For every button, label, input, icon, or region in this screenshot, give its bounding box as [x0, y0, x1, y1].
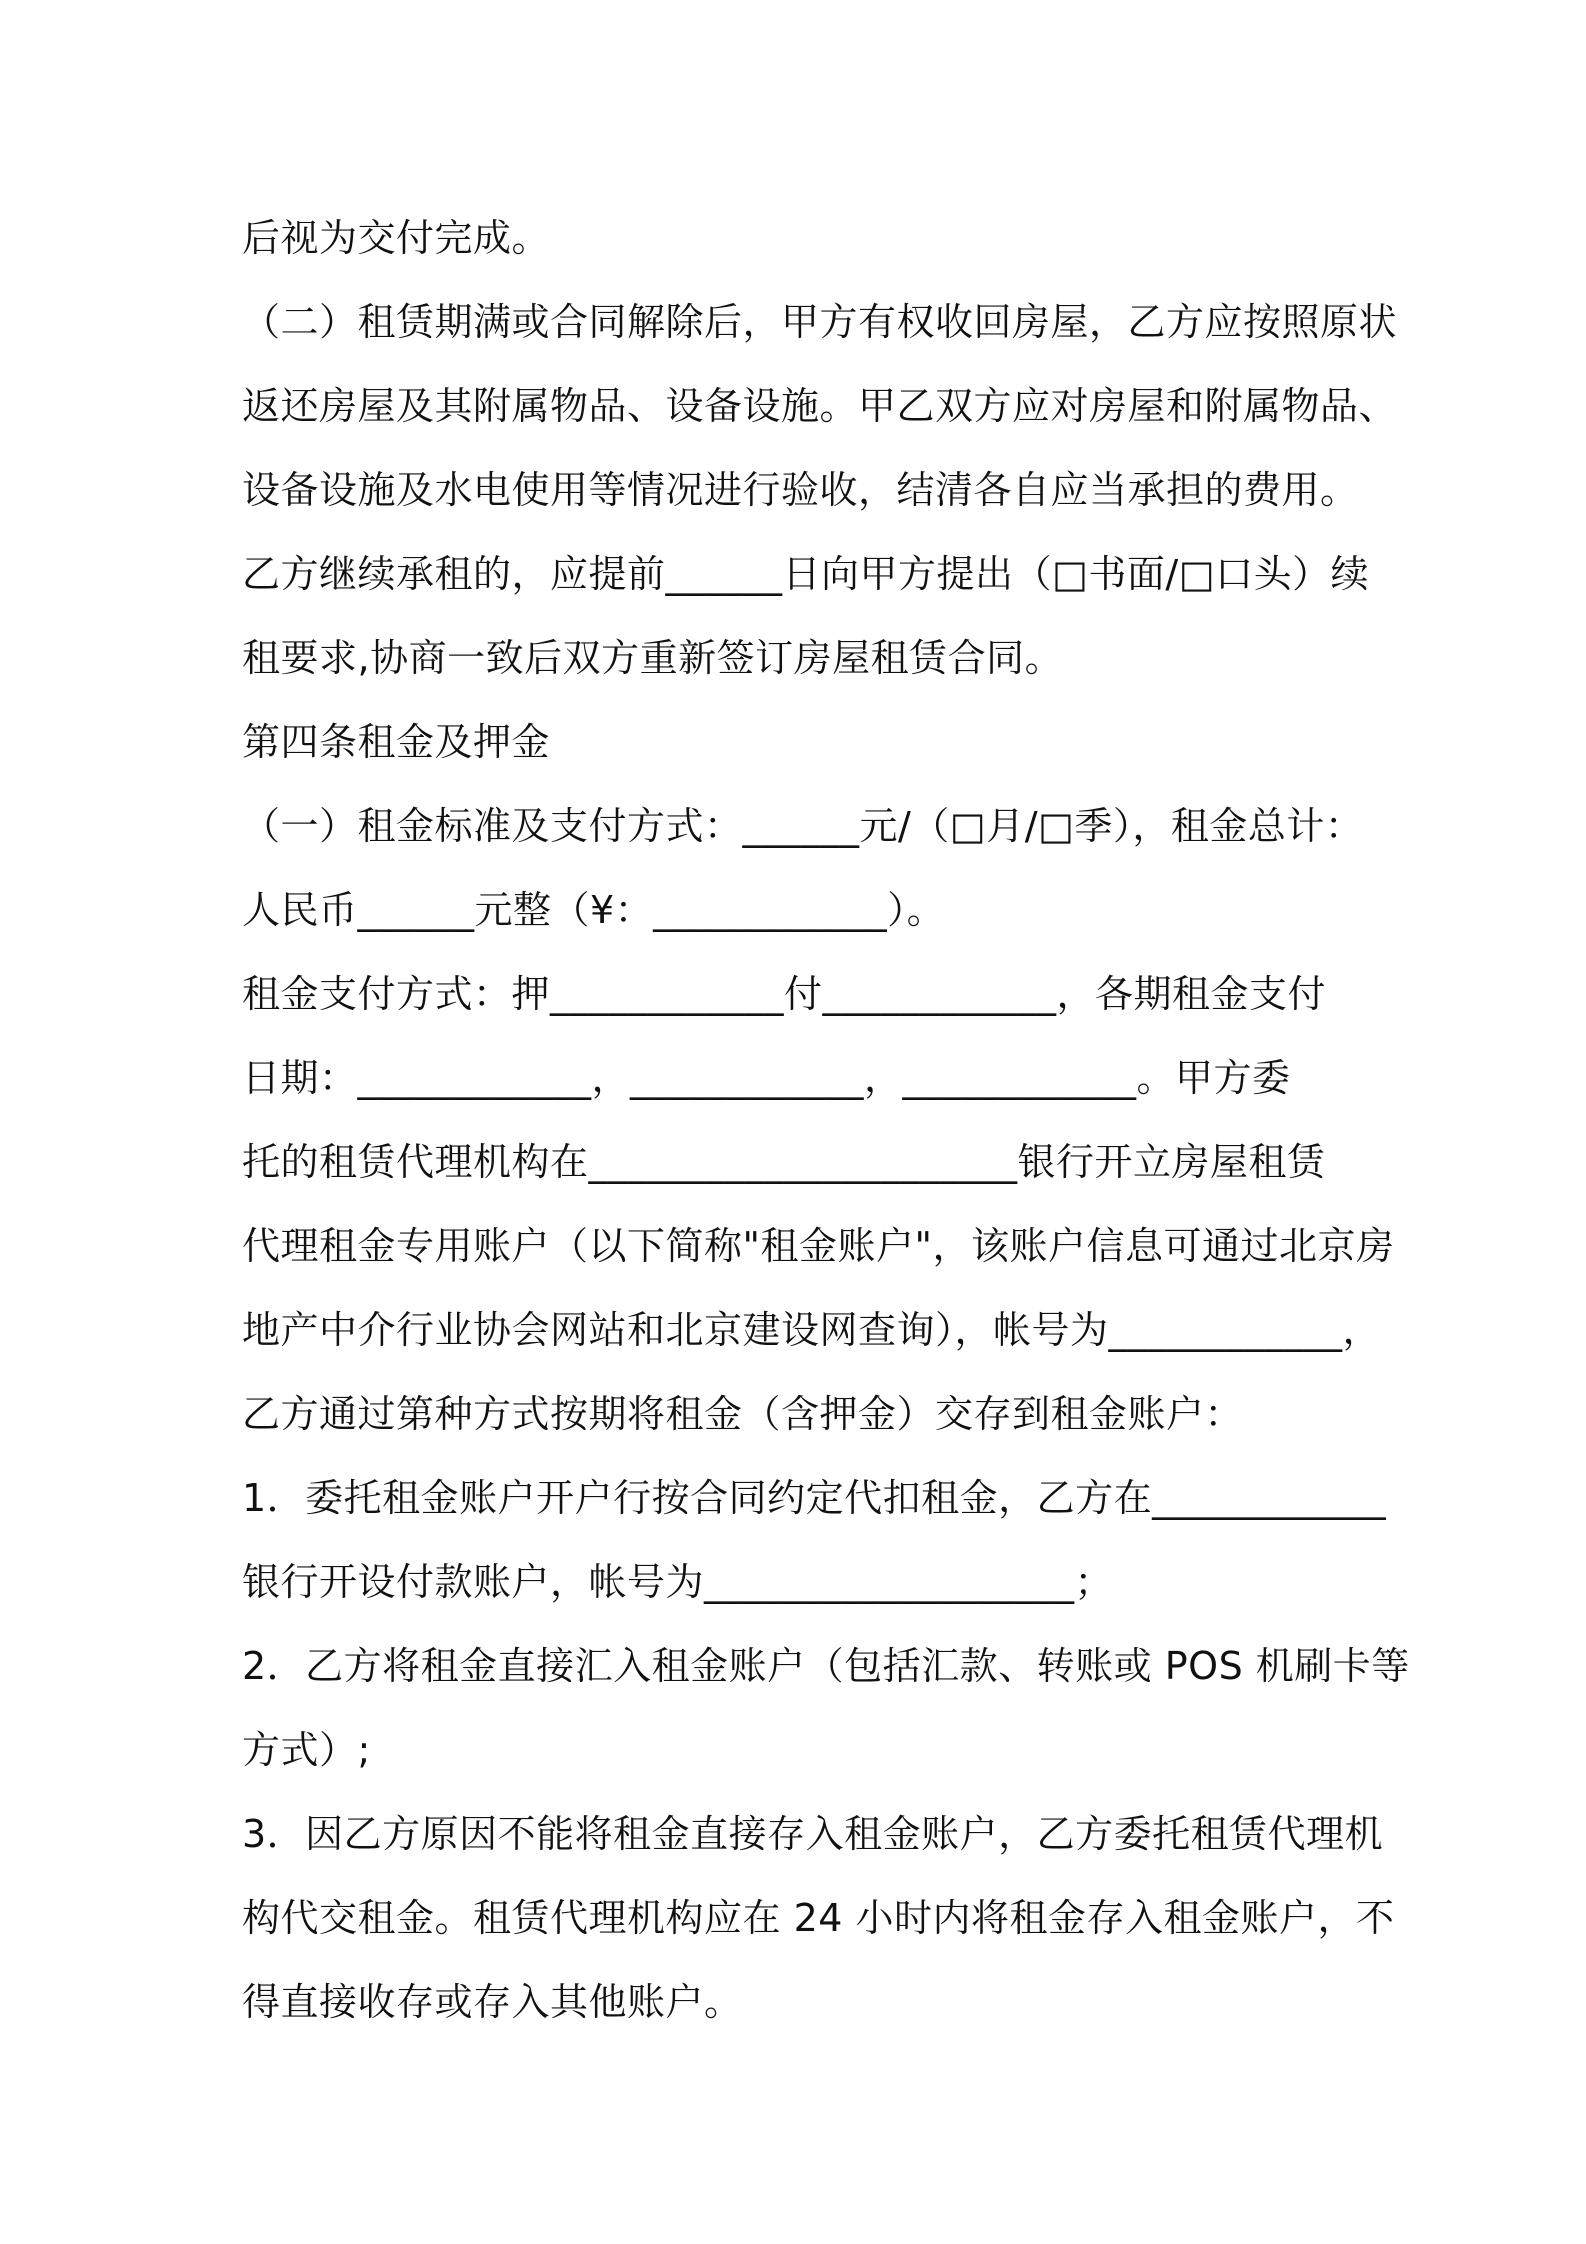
text-line: 乙方继续承租的，应提前______日向甲方提出（□书面/□口头）续	[242, 552, 1370, 596]
text-line: 1．委托租金账户开户行按合同约定代扣租金，乙方在____________	[242, 1476, 1387, 1520]
text-line: 乙方通过第种方式按期将租金（含押金）交存到租金账户：	[242, 1392, 1244, 1436]
text-line: （二）租赁期满或合同解除后，甲方有权收回房屋，乙方应按照原状	[242, 300, 1398, 344]
text-line: 代理租金专用账户（以下简称"租金账户"，该账户信息可通过北京房	[242, 1224, 1395, 1268]
text-line: 设备设施及水电使用等情况进行验收，结清各自应当承担的费用。	[242, 468, 1359, 512]
text-line: 后视为交付完成。	[242, 216, 551, 260]
text-line: 返还房屋及其附属物品、设备设施。甲乙双方应对房屋和附属物品、	[242, 384, 1398, 428]
text-line: 构代交租金。租赁代理机构应在 24 小时内将租金存入租金账户，不	[242, 1896, 1395, 1940]
text-line: 人民币______元整（¥：____________）。	[242, 888, 946, 932]
text-line: 租金支付方式：押____________付____________，各期租金支付	[242, 972, 1327, 1016]
text-line: 2．乙方将租金直接汇入租金账户（包括汇款、转账或 POS 机刷卡等	[242, 1644, 1410, 1688]
text-line: 银行开设付款账户，帐号为___________________；	[242, 1560, 1114, 1604]
text-line: 3．因乙方原因不能将租金直接存入租金账户，乙方委托租赁代理机	[242, 1812, 1384, 1856]
text-line: 日期：____________，____________，____________。甲方委	[242, 1056, 1291, 1100]
text-line: 托的租赁代理机构在______________________银行开立房屋租赁	[242, 1140, 1326, 1184]
document-body	[242, 196, 1410, 2044]
text-line: 得直接收存或存入其他账户。	[242, 1980, 743, 2024]
section-heading: 第四条租金及押金	[242, 720, 551, 764]
text-line: 方式）;	[242, 1728, 371, 1772]
text-line: 租要求,协商一致后双方重新签订房屋租赁合同。	[242, 636, 1064, 680]
text-line: 地产中介行业协会网站和北京建设网查询），帐号为____________，	[242, 1308, 1382, 1352]
text-line: （一）租金标准及支付方式：______元/（□月/□季），租金总计：	[242, 804, 1364, 848]
